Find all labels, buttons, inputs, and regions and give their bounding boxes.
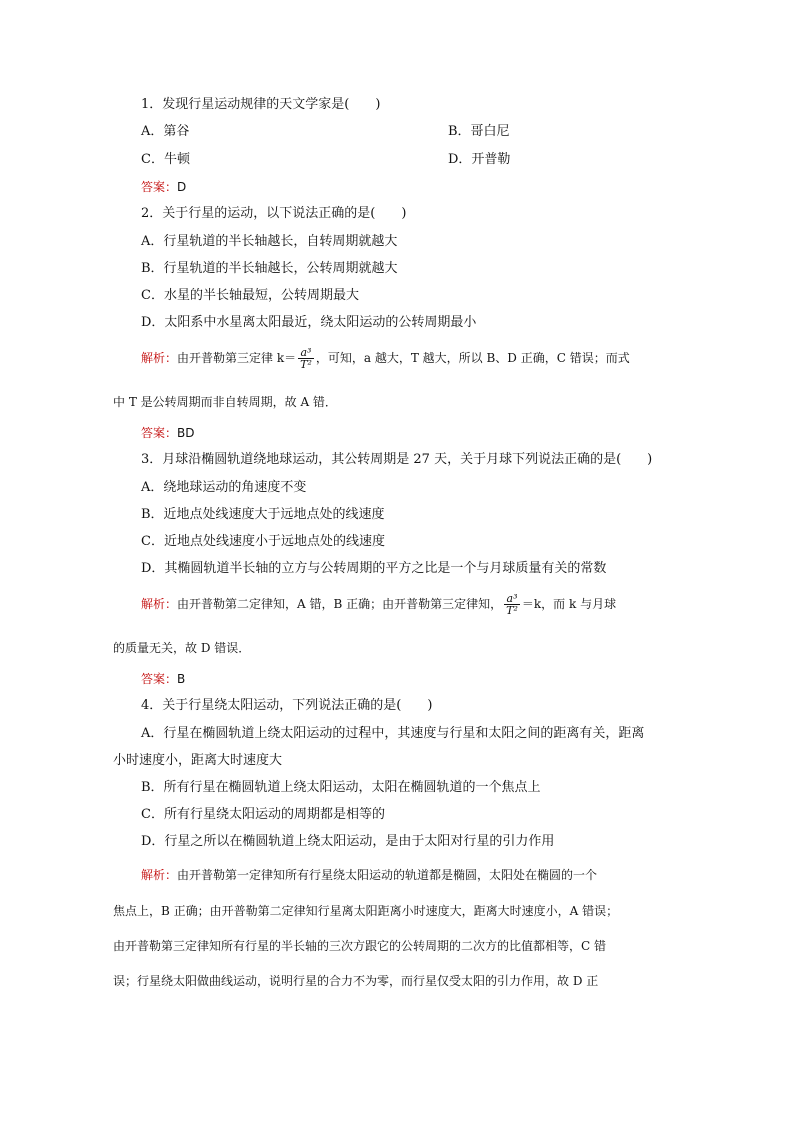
formula-fraction <box>504 593 520 616</box>
q2-explanation-line2: 中 T 是公转周期而非自转周期，故 A 错． <box>113 395 337 409</box>
q4-stem: 4．关于行星绕太阳运动，下列说法正确的是( ) <box>141 698 433 713</box>
answer-value: D <box>177 180 187 194</box>
expl-text: ＝k，而 k 与月球 <box>521 597 617 611</box>
explanation-text: 由开普勒第二定律知，A 错，B 正确；由开普勒第三定律知， <box>177 597 503 611</box>
q3-option-c: C．近地点处线速度小于远地点处的线速度 <box>141 534 385 549</box>
formula-numerator: a³ <box>504 593 520 605</box>
answer-label: 答案： <box>141 180 178 194</box>
answer-label: 答案： <box>141 672 178 686</box>
q2-explanation-line1 <box>141 345 630 371</box>
q1-answer <box>141 178 186 196</box>
q4-explanation-line2: 焦点上，B 正确；由开普勒第二定律知行星离太阳距离小时速度大，距离大时速度小，A 错误； <box>113 904 619 918</box>
q4-option-d: D．行星之所以在椭圆轨道上绕太阳运动，是由于太阳对行星的引力作用 <box>141 834 555 849</box>
q3-stem: 3．月球沿椭圆轨道绕地球运动，其公转周期是 27 天，关于月球下列说法正确的是( ) <box>141 452 653 467</box>
formula-denominator: T² <box>300 358 312 371</box>
formula-fraction <box>298 347 314 370</box>
q3-explanation-line1 <box>141 591 616 617</box>
q4-explanation-line1 <box>141 866 597 884</box>
answer-value: B <box>177 672 186 686</box>
expl-text <box>141 597 502 611</box>
q1-option-a: A．第谷 <box>141 124 190 139</box>
q3-explanation-line2: 的质量无关，故 D 错误． <box>113 641 251 655</box>
q2-answer <box>141 424 195 442</box>
expl-text <box>141 351 296 365</box>
answer-label: 答案： <box>141 426 178 440</box>
q1-stem: 1．发现行星运动规律的天文学家是( ) <box>141 97 381 112</box>
q2-stem: 2．关于行星的运动，以下说法正确的是( ) <box>141 206 407 221</box>
q2-option-a: A．行星轨道的半长轴越长，自转周期就越大 <box>141 234 398 249</box>
q1-option-c: C．牛顿 <box>141 152 190 167</box>
q4-option-c: C．所有行星绕太阳运动的周期都是相等的 <box>141 807 385 822</box>
explanation-label: 解析： <box>141 597 178 611</box>
formula-numerator: a³ <box>298 347 314 359</box>
q3-answer <box>141 670 185 688</box>
q2-option-b: B．行星轨道的半长轴越长，公转周期就越大 <box>141 261 398 276</box>
explanation-text: 由开普勒第三定律 k＝ <box>177 351 297 365</box>
q1-option-b: B．哥白尼 <box>448 124 510 139</box>
q4-option-a-line1: A．行星在椭圆轨道上绕太阳运动的过程中，其速度与行星和太阳之间的距离有关，距离 <box>141 726 645 741</box>
q2-option-d: D．太阳系中水星离太阳最近，绕太阳运动的公转周期最小 <box>141 315 477 330</box>
q4-explanation-line3: 由开普勒第三定律知所有行星的半长轴的三次方跟它的公转周期的二次方的比值都相等，C 错 <box>113 939 606 953</box>
explanation-label: 解析： <box>141 868 178 882</box>
q3-option-d: D．其椭圆轨道半长轴的立方与公转周期的平方之比是一个与月球质量有关的常数 <box>141 561 607 576</box>
expl-text: ，可知，a 越大，T 越大，所以 B、D 正确，C 错误；而式 <box>315 351 630 365</box>
explanation-label: 解析： <box>141 351 178 365</box>
q1-option-d: D．开普勒 <box>448 152 511 167</box>
explanation-text: 由开普勒第一定律知所有行星绕太阳运动的轨道都是椭圆，太阳处在椭圆的一个 <box>177 868 598 882</box>
q4-explanation-line4: 误；行星绕太阳做曲线运动，说明行星的合力不为零，而行星仅受太阳的引力作用，故 D 正 <box>113 974 599 988</box>
formula-denominator: T² <box>506 604 518 617</box>
answer-value: BD <box>177 426 195 440</box>
q3-option-b: B．近地点处线速度大于远地点处的线速度 <box>141 507 385 522</box>
q4-option-a-line2: 小时速度小，距离大时速度大 <box>113 753 283 768</box>
q4-option-b: B．所有行星在椭圆轨道上绕太阳运动，太阳在椭圆轨道的一个焦点上 <box>141 780 541 795</box>
q3-option-a: A．绕地球运动的角速度不变 <box>141 480 307 495</box>
q2-option-c: C．水星的半长轴最短，公转周期最大 <box>141 288 359 303</box>
